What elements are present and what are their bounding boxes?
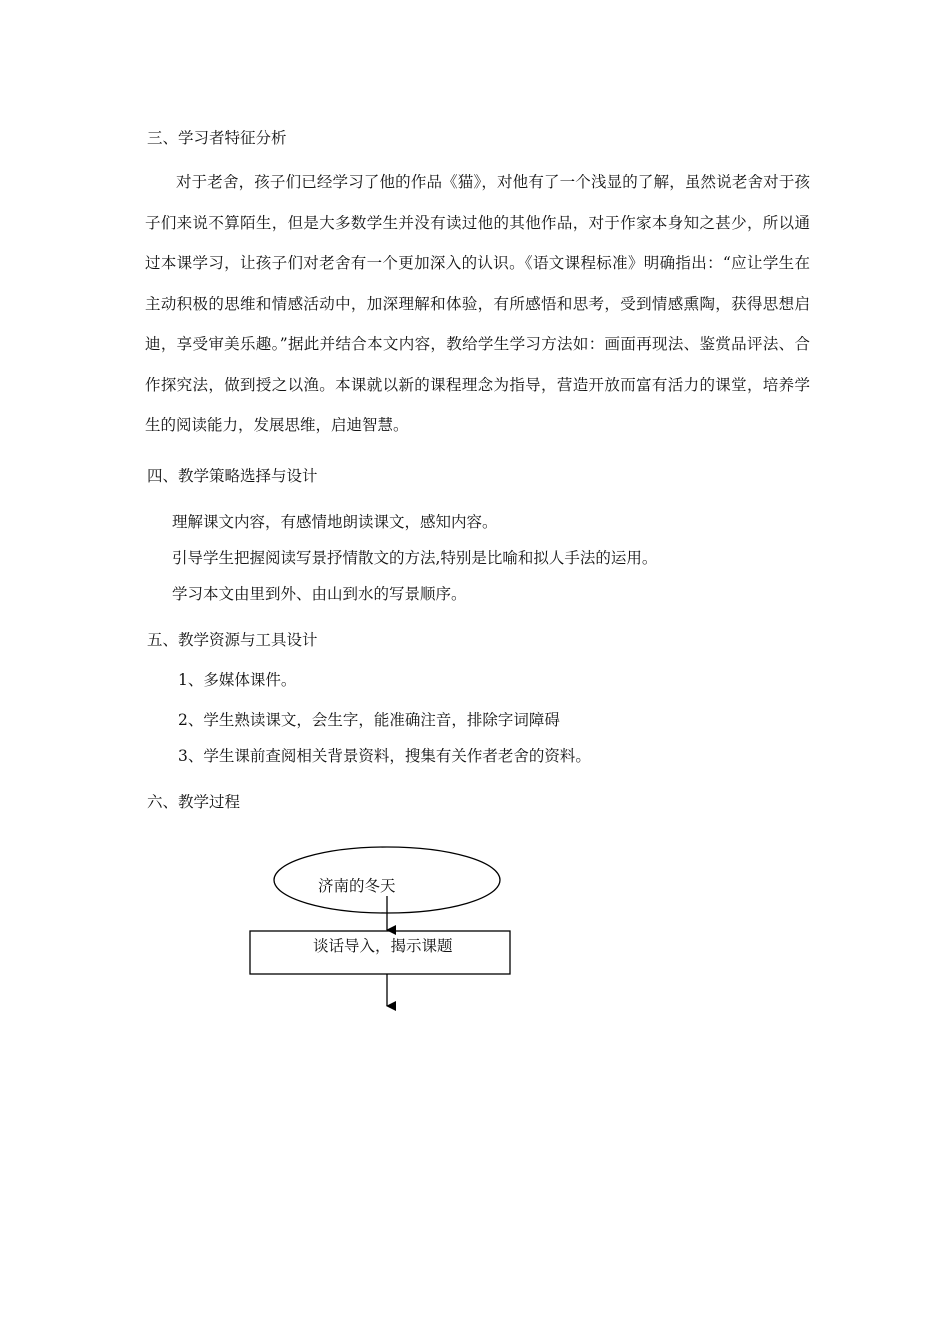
section-heading-learner-analysis: 三、学习者特征分析 [147, 129, 287, 147]
resource-item: 3、学生课前查阅相关背景资料，搜集有关作者老舍的资料。 [178, 747, 591, 765]
strategy-item: 理解课文内容，有感情地朗读课文，感知内容。 [172, 513, 498, 531]
flow-start-label: 济南的冬天 [318, 877, 396, 895]
strategy-item: 引导学生把握阅读写景抒情散文的方法,特别是比喻和拟人手法的运用。 [172, 549, 658, 567]
learner-analysis-paragraph: 对于老舍，孩子们已经学习了他的作品《猫》，对他有了一个浅显的了解，虽然说老舍对于孩子们来说不算陌生，但是大多数学生并没有读过他的其他作品，对于作家本身知之甚少，所以通过本课学习，让孩子们对老舍有一个更加深入的认识。《语文课程标准》明确指出：“应让学生在主动积极的思维和情感活动中，加深理解和体验，有所感悟和思考，受到情感熏陶，获得思想启迪，享受审美乐趣。”据此并结合本文内容，教给学生学习方法如：画面再现法、鉴赏品评法、合作探究法，做到授之以渔。本课就以新的课程理念为指导，营造开放而富有活力的课堂，培养学生的阅读能力，发展思维，启迪智慧。 [145, 173, 810, 434]
strategy-item: 学习本文由里到外、由山到水的写景顺序。 [172, 585, 467, 603]
section-heading-strategy: 四、教学策略选择与设计 [147, 467, 318, 485]
section-heading-resources: 五、教学资源与工具设计 [147, 631, 318, 649]
resource-item: 1、多媒体课件。 [178, 671, 297, 689]
resource-item: 2、学生熟读课文，会生字，能准确注音，排除字词障碍 [178, 711, 560, 729]
section-heading-process: 六、教学过程 [147, 793, 241, 811]
flow-step-label: 谈话导入，揭示课题 [313, 937, 453, 955]
